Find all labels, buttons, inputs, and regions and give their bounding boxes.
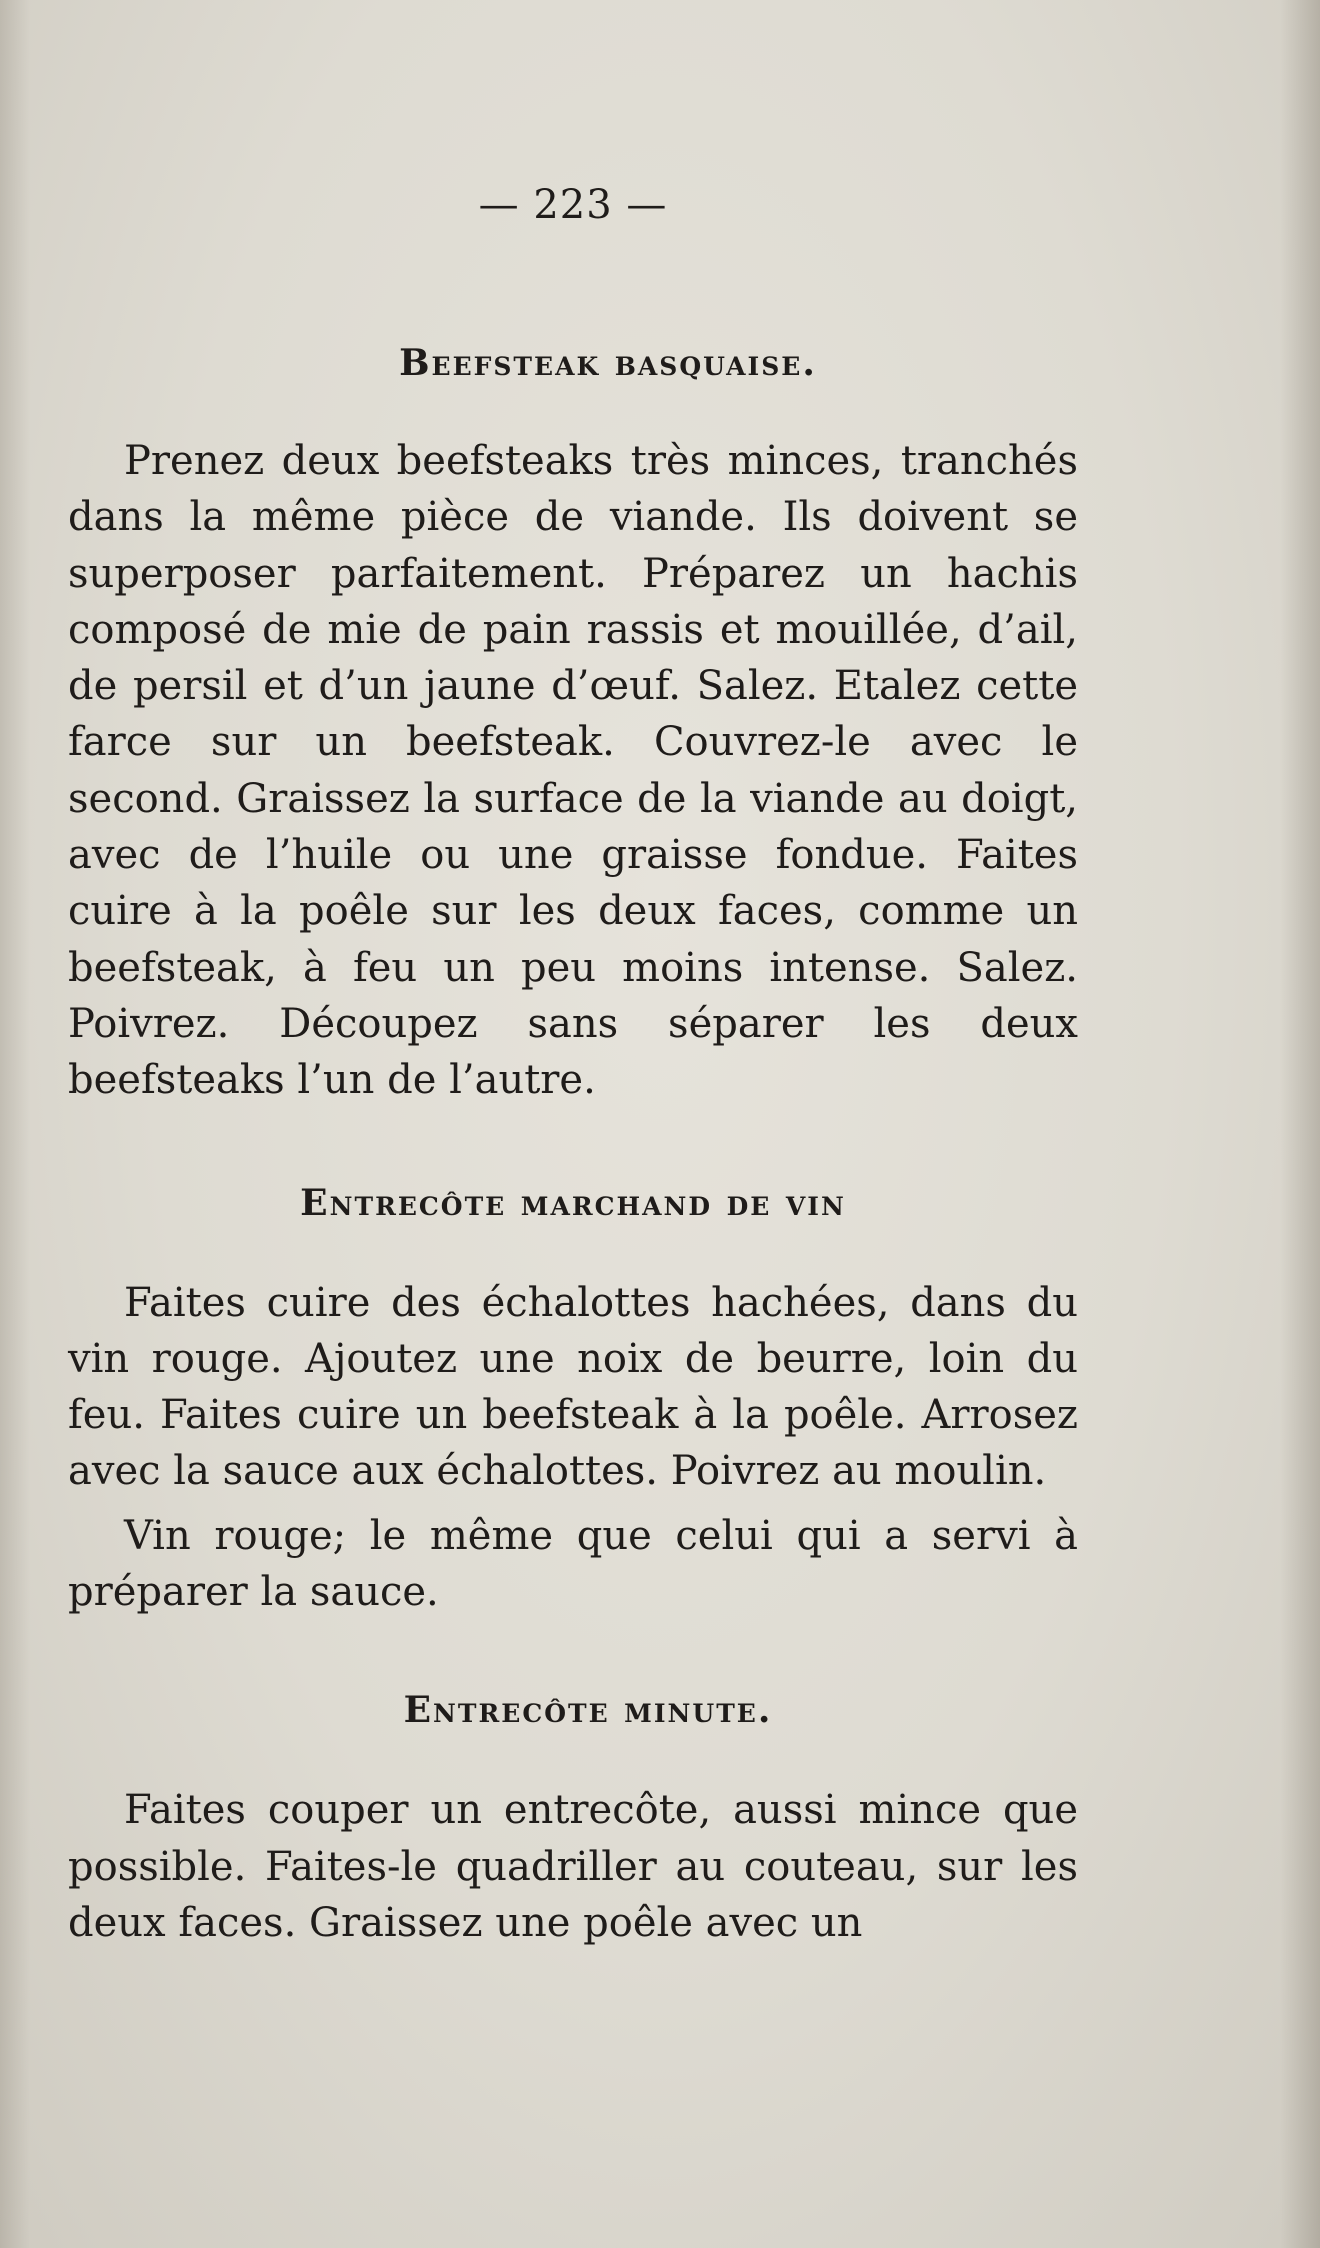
page-text xyxy=(68,175,1078,1951)
recipe-text-beefsteak-basquaise: Prenez deux beefsteaks très minces, tranchés dans la même pièce de viande. Ils doivent se superposer parfaitement. Préparez un hachis composé de mie de pain rassis et mouillée, d’ail, de persil et d’un jaune d’œuf. Salez. Etalez cette farce sur un beefsteak. Couvrez-le avec le second. Graissez la surface de la viande au doigt, avec de l’huile ou une graisse fondue. Faites cuire à la poêle sur les deux faces, comme un beefsteak, à feu un peu moins intense. Salez. Poivrez. Découpez sans séparer les deux beefsteaks l’un de l’autre. xyxy=(68,438,1078,1104)
recipe-wine-note: Vin rouge; le même que celui qui a servi à préparer la sauce. xyxy=(68,1512,1078,1616)
recipe-text-entrecote-marchand-de-vin: Faites cuire des échalottes hachées, dans du vin rouge. Ajoutez une noix de beurre, loin du feu. Faites cuire un beefsteak à la poêle. Arrosez avec la sauce aux échalottes. Poivrez au moulin. xyxy=(68,1279,1078,1495)
recipe-title-entrecote-marchand-de-vin: Entrecôte marchand de vin xyxy=(300,1181,846,1224)
recipe-title-entrecote-minute: Entrecôte minute. xyxy=(403,1689,773,1732)
page-left-shadow xyxy=(0,0,30,2248)
page-number: — 223 — xyxy=(478,182,668,228)
page-right-shadow xyxy=(1280,0,1320,2248)
recipe-text-entrecote-minute: Faites couper un entrecôte, aussi mince que possible. Faites-le quadriller au couteau, sur les deux faces. Graissez une poêle avec un xyxy=(68,1787,1078,1946)
recipe-title-beefsteak-basquaise: Beefsteak basquaise. xyxy=(399,342,817,384)
